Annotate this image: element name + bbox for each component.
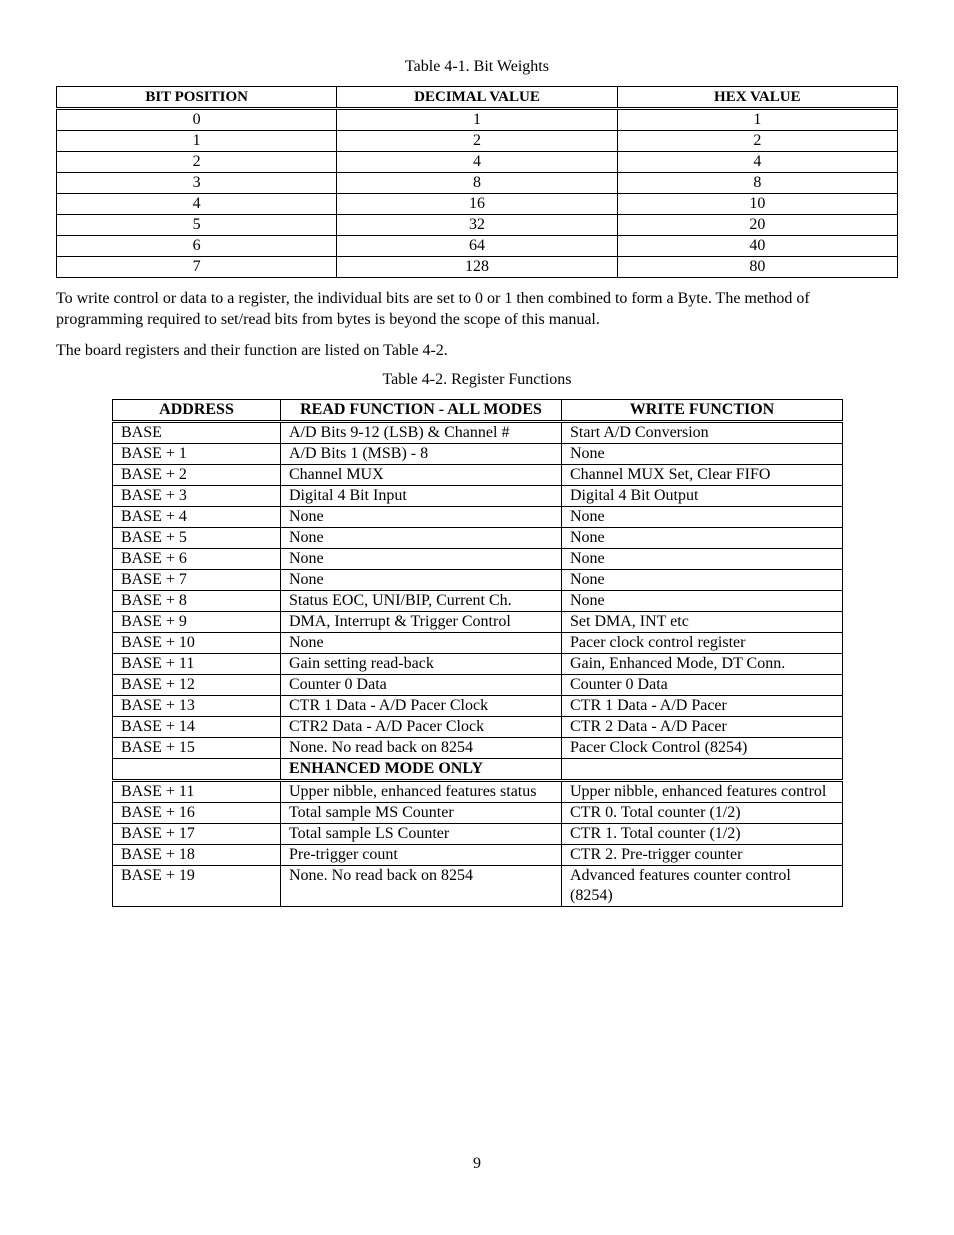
read-function-cell: Status EOC, UNI/BIP, Current Ch.	[281, 591, 562, 612]
column-header-decimal-value: DECIMAL VALUE	[337, 87, 617, 109]
paragraph-register-reference: The board registers and their function are listed on Table 4-2.	[56, 342, 448, 359]
read-function-cell: None	[281, 528, 562, 549]
write-function-cell: None	[562, 528, 843, 549]
write-function-cell: Advanced features counter control (8254)	[562, 866, 843, 907]
write-function-cell: Set DMA, INT etc	[562, 612, 843, 633]
decimal-value-cell: 64	[337, 236, 617, 257]
write-function-cell: Channel MUX Set, Clear FIFO	[562, 465, 843, 486]
table-header-row	[113, 400, 843, 422]
table-row	[57, 173, 898, 194]
table-row	[113, 845, 843, 866]
table-row	[113, 570, 843, 591]
hex-value-cell: 20	[617, 215, 897, 236]
table-row	[113, 781, 843, 803]
bit-position-cell: 0	[57, 109, 337, 131]
bit-position-cell: 7	[57, 257, 337, 278]
hex-value-cell: 10	[617, 194, 897, 215]
register-functions-table	[112, 399, 843, 907]
table-row	[113, 717, 843, 738]
page-number: 9	[473, 1155, 481, 1172]
table-row	[113, 633, 843, 654]
address-cell: BASE + 10	[113, 633, 281, 654]
decimal-value-cell: 4	[337, 152, 617, 173]
table-row	[113, 866, 843, 907]
read-function-cell: Counter 0 Data	[281, 675, 562, 696]
bit-position-cell: 1	[57, 131, 337, 152]
column-header-bit-position: BIT POSITION	[57, 87, 337, 109]
address-cell: BASE + 1	[113, 444, 281, 465]
address-cell: BASE + 11	[113, 654, 281, 675]
bit-position-cell: 6	[57, 236, 337, 257]
address-cell: BASE	[113, 422, 281, 444]
read-function-cell: Total sample MS Counter	[281, 803, 562, 824]
read-function-cell: None	[281, 507, 562, 528]
address-cell: BASE + 15	[113, 738, 281, 759]
write-function-cell: Counter 0 Data	[562, 675, 843, 696]
read-function-cell: Upper nibble, enhanced features status	[281, 781, 562, 803]
read-function-cell: None	[281, 549, 562, 570]
hex-value-cell: 2	[617, 131, 897, 152]
write-function-cell: None	[562, 549, 843, 570]
read-function-cell: A/D Bits 9-12 (LSB) & Channel #	[281, 422, 562, 444]
table-row	[113, 444, 843, 465]
column-header-hex-value: HEX VALUE	[617, 87, 897, 109]
write-function-cell: Start A/D Conversion	[562, 422, 843, 444]
bit-position-cell: 2	[57, 152, 337, 173]
read-function-cell: None. No read back on 8254	[281, 738, 562, 759]
decimal-value-cell: 1	[337, 109, 617, 131]
table-row	[113, 738, 843, 759]
address-cell: BASE + 2	[113, 465, 281, 486]
write-function-cell: Pacer Clock Control (8254)	[562, 738, 843, 759]
table-row	[113, 803, 843, 824]
address-cell: BASE + 17	[113, 824, 281, 845]
address-cell: BASE + 12	[113, 675, 281, 696]
table-row	[57, 257, 898, 278]
read-function-cell: DMA, Interrupt & Trigger Control	[281, 612, 562, 633]
write-function-cell: CTR 0. Total counter (1/2)	[562, 803, 843, 824]
write-function-cell: None	[562, 444, 843, 465]
hex-value-cell: 1	[617, 109, 897, 131]
bit-position-cell: 5	[57, 215, 337, 236]
hex-value-cell: 8	[617, 173, 897, 194]
decimal-value-cell: 16	[337, 194, 617, 215]
enhanced-mode-subheading: ENHANCED MODE ONLY	[281, 759, 562, 781]
table-row	[57, 109, 898, 131]
address-cell: BASE + 16	[113, 803, 281, 824]
enhanced-mode-subheading-row	[113, 759, 843, 781]
write-function-cell: CTR 2 Data - A/D Pacer	[562, 717, 843, 738]
table-row	[57, 152, 898, 173]
table-row	[113, 507, 843, 528]
write-function-cell: CTR 1 Data - A/D Pacer	[562, 696, 843, 717]
table-row	[113, 654, 843, 675]
read-function-cell: None	[281, 633, 562, 654]
decimal-value-cell: 32	[337, 215, 617, 236]
write-function-cell: None	[562, 591, 843, 612]
address-cell: BASE + 3	[113, 486, 281, 507]
hex-value-cell: 40	[617, 236, 897, 257]
table2-caption: Table 4-2. Register Functions	[382, 371, 572, 388]
address-cell: BASE + 19	[113, 866, 281, 907]
subheading-empty-cell	[113, 759, 281, 781]
table-row	[113, 549, 843, 570]
read-function-cell: CTR2 Data - A/D Pacer Clock	[281, 717, 562, 738]
table-row	[57, 236, 898, 257]
write-function-cell: Digital 4 Bit Output	[562, 486, 843, 507]
table-row	[113, 422, 843, 444]
decimal-value-cell: 2	[337, 131, 617, 152]
table-row	[57, 131, 898, 152]
address-cell: BASE + 4	[113, 507, 281, 528]
table-header-row	[57, 87, 898, 109]
paragraph-bit-programming: To write control or data to a register, the individual bits are set to 0 or 1 then combined to form a Byte. The method of programming required to set/read bits from bytes is beyond the scope of this manual.	[56, 290, 810, 328]
address-cell: BASE + 7	[113, 570, 281, 591]
bit-weights-table	[56, 86, 898, 278]
read-function-cell: Total sample LS Counter	[281, 824, 562, 845]
read-function-cell: CTR 1 Data - A/D Pacer Clock	[281, 696, 562, 717]
bit-position-cell: 4	[57, 194, 337, 215]
read-function-cell: Pre-trigger count	[281, 845, 562, 866]
write-function-cell: None	[562, 507, 843, 528]
address-cell: BASE + 14	[113, 717, 281, 738]
address-cell: BASE + 13	[113, 696, 281, 717]
read-function-cell: A/D Bits 1 (MSB) - 8	[281, 444, 562, 465]
bit-position-cell: 3	[57, 173, 337, 194]
read-function-cell: None. No read back on 8254	[281, 866, 562, 907]
table-row	[113, 465, 843, 486]
write-function-cell: CTR 2. Pre-trigger counter	[562, 845, 843, 866]
address-cell: BASE + 5	[113, 528, 281, 549]
read-function-cell: Gain setting read-back	[281, 654, 562, 675]
decimal-value-cell: 8	[337, 173, 617, 194]
address-cell: BASE + 11	[113, 781, 281, 803]
read-function-cell: Digital 4 Bit Input	[281, 486, 562, 507]
decimal-value-cell: 128	[337, 257, 617, 278]
table-row	[113, 528, 843, 549]
table-row	[57, 215, 898, 236]
column-header-read-function: READ FUNCTION - ALL MODES	[281, 400, 562, 422]
table-row	[113, 591, 843, 612]
table-row	[113, 612, 843, 633]
table-row	[113, 824, 843, 845]
table-row	[113, 675, 843, 696]
hex-value-cell: 4	[617, 152, 897, 173]
address-cell: BASE + 18	[113, 845, 281, 866]
address-cell: BASE + 6	[113, 549, 281, 570]
address-cell: BASE + 9	[113, 612, 281, 633]
write-function-cell: CTR 1. Total counter (1/2)	[562, 824, 843, 845]
column-header-write-function: WRITE FUNCTION	[562, 400, 843, 422]
column-header-address: ADDRESS	[113, 400, 281, 422]
subheading-empty-cell	[562, 759, 843, 781]
table1-caption: Table 4-1. Bit Weights	[405, 58, 549, 75]
write-function-cell: Gain, Enhanced Mode, DT Conn.	[562, 654, 843, 675]
write-function-cell: None	[562, 570, 843, 591]
write-function-cell: Pacer clock control register	[562, 633, 843, 654]
read-function-cell: Channel MUX	[281, 465, 562, 486]
write-function-cell: Upper nibble, enhanced features control	[562, 781, 843, 803]
address-cell: BASE + 8	[113, 591, 281, 612]
hex-value-cell: 80	[617, 257, 897, 278]
table-row	[113, 486, 843, 507]
table-row	[57, 194, 898, 215]
table-row	[113, 696, 843, 717]
read-function-cell: None	[281, 570, 562, 591]
